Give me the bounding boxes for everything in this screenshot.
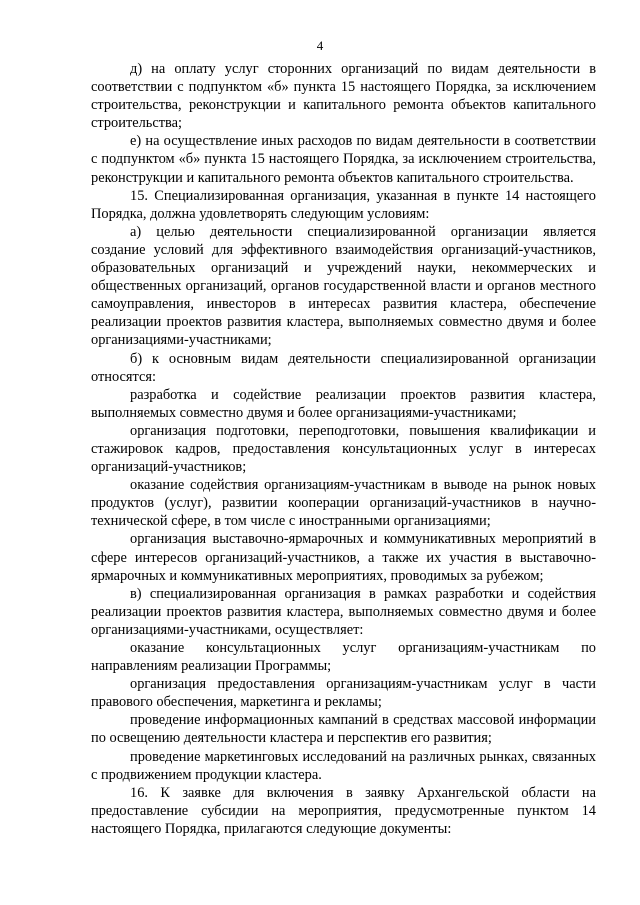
paragraph-15b-item-4: организация выставочно-ярмарочных и коммуникативных мероприятий в сфере интересов организаций-участников, а также их участия в выставочно-ярмарочных и коммуникативных мероприятиях, проводимых за рубежом;	[91, 531, 596, 584]
paragraph-15v: в) специализированная организация в рамках разработки и содействия реализации проектов развития кластера, выполняемых совместно двумя и более организациями-участниками, осуществляет:	[91, 585, 596, 638]
paragraph-15v-item-4: проведение маркетинговых исследований на различных рынках, связанных с продвижением продукции кластера.	[91, 748, 596, 783]
paragraph-15a: а) целью деятельности специализированной организации является создание условий для эффективного взаимодействия организаций-участников, образовательных организаций и учреждений науки, некоммерческих и общественных организаций, органов государственной власти и органов местного самоуправления, инвесторов в интересах развития кластера, обеспечение реализации проектов развития кластера, выполняемых совместно двумя и более организациями-участниками;	[91, 223, 596, 349]
paragraph-16: 16. К заявке для включения в заявку Архангельской области на предоставление субсидии на мероприятия, предусмотренные пунктом 14 настоящего Порядка, прилагаются следующие документы:	[91, 784, 596, 837]
paragraph-15b-item-2: организация подготовки, переподготовки, повышения квалификации и стажировок кадров, предоставления консультационных услуг в интересах организаций-участников;	[91, 422, 596, 476]
paragraph-15v-item-1: оказание консультационных услуг организациям-участникам по направлениям реализации Программы;	[91, 640, 596, 675]
paragraph-d: д) на оплату услуг сторонних организаций по видам деятельности в соответствии с подпунктом «б» пункта 15 настоящего Порядка, за исключением строительства, реконструкции и капитального ремонта объектов капитального строительства;	[91, 61, 596, 132]
paragraph-15v-item-3: проведение информационных кампаний в средствах массовой информации по освещению деятельности кластера и перспектив его развития;	[91, 712, 596, 747]
paragraph-15b-item-1: разработка и содействие реализации проектов развития кластера, выполняемых совместно двумя и более организациями-участниками;	[91, 386, 596, 421]
page-number: 4	[316, 38, 324, 53]
paragraph-15b: б) к основным видам деятельности специализированной организации относятся:	[91, 350, 596, 385]
document-body	[91, 60, 596, 838]
paragraph-15b-item-3: оказание содействия организациям-участникам в выводе на рынок новых продуктов (услуг), развитии кооперации организаций-участников в научно-технической сфере, в том числе с иностранными организациями;	[91, 477, 596, 530]
paragraph-15: 15. Специализированная организация, указанная в пункте 14 настоящего Порядка, должна удовлетворять следующим условиям:	[91, 187, 596, 222]
paragraph-e: е) на осуществление иных расходов по видам деятельности в соответствии с подпунктом «б» пункта 15 настоящего Порядка, за исключением строительства, реконструкции и капитального ремонта объектов капитального строительства.	[91, 133, 596, 186]
paragraph-15v-item-2: организация предоставления организациям-участникам услуг в части правового обеспечения, маркетинга и рекламы;	[91, 676, 596, 711]
